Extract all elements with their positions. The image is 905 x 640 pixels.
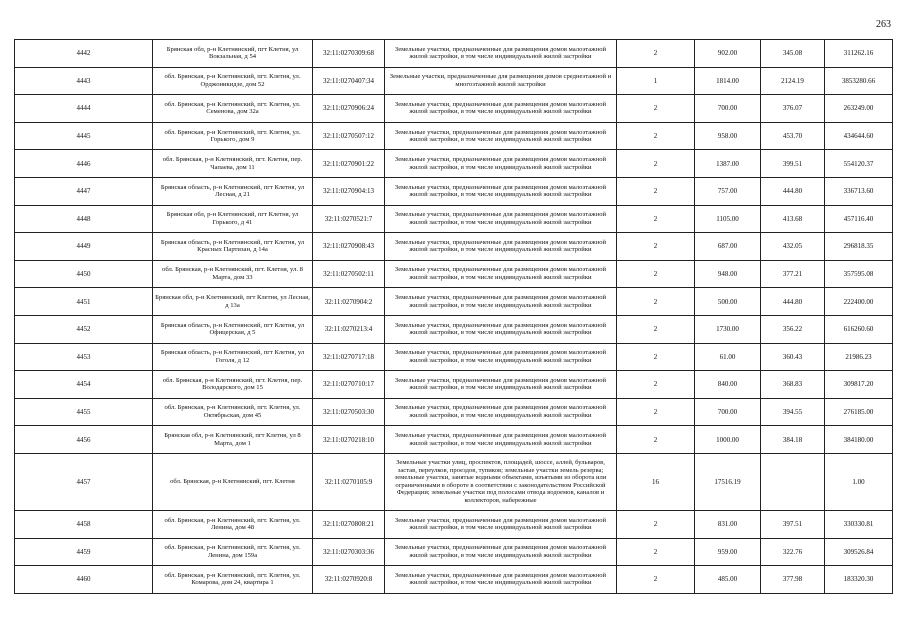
address-cell: Брянская обл, р-н Клетнянский, пгт Клетня, ул Вокзальная, д 54 xyxy=(153,40,313,68)
use-group-cell: 2 xyxy=(617,426,695,454)
cadastral-number-cell: 32:11:0270218:10 xyxy=(313,426,385,454)
use-group-cell: 2 xyxy=(617,566,695,594)
use-group-cell: 2 xyxy=(617,260,695,288)
row-number: 4460 xyxy=(15,566,153,594)
land-use-cell: Земельные участки, предназначенные для размещения домов малоэтажной жилой застройки, в том числе индивидуальной жилой застройки xyxy=(385,371,617,399)
specific-value-cell: 345.08 xyxy=(761,40,825,68)
cadastral-value-cell: 457116.40 xyxy=(825,205,893,233)
row-number: 4447 xyxy=(15,177,153,205)
address-cell: Брянская обл, р-н Клетнянский, пгт Клетня, ул Горького, д 41 xyxy=(153,205,313,233)
cadastral-number-cell: 32:11:0270808:21 xyxy=(313,510,385,538)
land-use-cell: Земельные участки, предназначенные для размещения домов малоэтажной жилой застройки, в том числе индивидуальной жилой застройки xyxy=(385,343,617,371)
cadastral-value-cell: 296818.35 xyxy=(825,233,893,261)
cadastral-number-cell: 32:11:0270904:2 xyxy=(313,288,385,316)
table-row xyxy=(15,343,893,371)
cadastral-value-cell: 222400.00 xyxy=(825,288,893,316)
cadastral-number-cell: 32:11:0270507:12 xyxy=(313,122,385,150)
cadastral-registry-table xyxy=(14,39,893,594)
specific-value-cell: 384.18 xyxy=(761,426,825,454)
address-cell: Брянская обл, р-н Клетнянский, пгт Клетня, ул Лесная, д 13а xyxy=(153,288,313,316)
use-group-cell: 2 xyxy=(617,40,695,68)
cadastral-value-cell: 554120.37 xyxy=(825,150,893,178)
area-cell: 485.00 xyxy=(695,566,761,594)
table-row xyxy=(15,260,893,288)
specific-value-cell: 377.21 xyxy=(761,260,825,288)
land-use-cell: Земельные участки, предназначенные для размещения домов малоэтажной жилой застройки, в том числе индивидуальной жилой застройки xyxy=(385,426,617,454)
use-group-cell: 1 xyxy=(617,67,695,95)
area-cell: 500.00 xyxy=(695,288,761,316)
cadastral-value-cell: 336713.60 xyxy=(825,177,893,205)
cadastral-value-cell: 330330.81 xyxy=(825,510,893,538)
area-cell: 831.00 xyxy=(695,510,761,538)
table-row xyxy=(15,95,893,123)
cadastral-number-cell: 32:11:0270904:13 xyxy=(313,177,385,205)
table-row xyxy=(15,122,893,150)
use-group-cell: 2 xyxy=(617,288,695,316)
address-cell: обл. Брянская, р-н Клетнянский, пгт. Клетня, ул. Октябрьская, дом 45 xyxy=(153,398,313,426)
address-cell: Брянская область, р-н Клетнянский, пгт Клетня, ул Красных Партизан, д 14а xyxy=(153,233,313,261)
cadastral-value-cell: 357595.08 xyxy=(825,260,893,288)
land-use-cell: Земельные участки, предназначенные для размещения домов малоэтажной жилой застройки, в том числе индивидуальной жилой застройки xyxy=(385,233,617,261)
use-group-cell: 2 xyxy=(617,122,695,150)
specific-value-cell: 322.76 xyxy=(761,538,825,566)
row-number: 4446 xyxy=(15,150,153,178)
address-cell: Брянская обл, р-н Клетнянский, пгт Клетня, ул 8 Марта, дом 1 xyxy=(153,426,313,454)
area-cell: 61.00 xyxy=(695,343,761,371)
cadastral-value-cell: 309817.20 xyxy=(825,371,893,399)
cadastral-value-cell: 3853280.66 xyxy=(825,67,893,95)
table-row xyxy=(15,371,893,399)
table-row xyxy=(15,453,893,510)
cadastral-number-cell: 32:11:0270521:7 xyxy=(313,205,385,233)
specific-value-cell: 376.07 xyxy=(761,95,825,123)
use-group-cell: 2 xyxy=(617,205,695,233)
land-use-cell: Земельные участки, предназначенные для размещения домов малоэтажной жилой застройки, в том числе индивидуальной жилой застройки xyxy=(385,122,617,150)
table-row xyxy=(15,150,893,178)
address-cell: обл. Брянская, р-н Клетнянский, пгт. Клетня, ул. Семенова, дом 32а xyxy=(153,95,313,123)
cadastral-number-cell: 32:11:0270303:36 xyxy=(313,538,385,566)
area-cell: 1814.00 xyxy=(695,67,761,95)
row-number: 4448 xyxy=(15,205,153,233)
land-use-cell: Земельные участки, предназначенные для размещения домов малоэтажной жилой застройки, в том числе индивидуальной жилой застройки xyxy=(385,177,617,205)
area-cell: 902.00 xyxy=(695,40,761,68)
area-cell: 948.00 xyxy=(695,260,761,288)
specific-value-cell: 399.51 xyxy=(761,150,825,178)
land-use-cell: Земельные участки, предназначенные для размещения домов малоэтажной жилой застройки, в том числе индивидуальной жилой застройки xyxy=(385,205,617,233)
use-group-cell: 2 xyxy=(617,371,695,399)
specific-value-cell: 368.83 xyxy=(761,371,825,399)
cadastral-value-cell: 1.00 xyxy=(825,453,893,510)
specific-value-cell: 394.55 xyxy=(761,398,825,426)
specific-value-cell: 397.51 xyxy=(761,510,825,538)
address-cell: обл. Брянская, р-н Клетнянский, пгт. Клетня, ул. Ленина, дом 48 xyxy=(153,510,313,538)
address-cell: обл. Брянская, р-н Клетнянский, пгт. Клетня, ул. Ленина, дом 159а xyxy=(153,538,313,566)
cadastral-number-cell: 32:11:0270503:30 xyxy=(313,398,385,426)
cadastral-number-cell: 32:11:0270407:34 xyxy=(313,67,385,95)
specific-value-cell: 453.70 xyxy=(761,122,825,150)
table-row xyxy=(15,510,893,538)
table-row xyxy=(15,177,893,205)
area-cell: 17516.19 xyxy=(695,453,761,510)
cadastral-number-cell: 32:11:0270105:9 xyxy=(313,453,385,510)
row-number: 4443 xyxy=(15,67,153,95)
row-number: 4451 xyxy=(15,288,153,316)
address-cell: обл. Брянская, р-н Клетнянский, пгт. Клетня, пер. Володарского, дом 15 xyxy=(153,371,313,399)
address-cell: обл. Брянская, р-н Клетнянский, пгт. Клетня xyxy=(153,453,313,510)
table-row xyxy=(15,233,893,261)
address-cell: Брянская область, р-н Клетнянский, пгт Клетня, ул Гоголя, д 12 xyxy=(153,343,313,371)
address-cell: обл. Брянская, р-н Клетнянский, пгт. Клетня, ул. Комарова, дом 24, квартира 1 xyxy=(153,566,313,594)
use-group-cell: 2 xyxy=(617,510,695,538)
specific-value-cell: 413.68 xyxy=(761,205,825,233)
area-cell: 840.00 xyxy=(695,371,761,399)
cadastral-value-cell: 384180.00 xyxy=(825,426,893,454)
row-number: 4453 xyxy=(15,343,153,371)
row-number: 4449 xyxy=(15,233,153,261)
table-body xyxy=(15,40,893,594)
specific-value-cell: 444.80 xyxy=(761,177,825,205)
table-row xyxy=(15,398,893,426)
table-row xyxy=(15,538,893,566)
cadastral-value-cell: 311262.16 xyxy=(825,40,893,68)
use-group-cell: 2 xyxy=(617,315,695,343)
land-use-cell: Земельные участки, предназначенные для размещения домов малоэтажной жилой застройки, в том числе индивидуальной жилой застройки xyxy=(385,40,617,68)
address-cell: обл. Брянская, р-н Клетнянский, пгт. Клетня, ул. Орджоникидзе, дом 52 xyxy=(153,67,313,95)
land-use-cell: Земельные участки, предназначенные для размещения домов малоэтажной жилой застройки, в том числе индивидуальной жилой застройки xyxy=(385,315,617,343)
land-use-cell: Земельные участки, предназначенные для размещения домов малоэтажной жилой застройки, в том числе индивидуальной жилой застройки xyxy=(385,150,617,178)
cadastral-value-cell: 276185.00 xyxy=(825,398,893,426)
use-group-cell: 2 xyxy=(617,95,695,123)
area-cell: 1387.00 xyxy=(695,150,761,178)
row-number: 4458 xyxy=(15,510,153,538)
cadastral-number-cell: 32:11:0270920:8 xyxy=(313,566,385,594)
land-use-cell: Земельные участки, предназначенные для размещения домов малоэтажной жилой застройки, в том числе индивидуальной жилой застройки xyxy=(385,566,617,594)
cadastral-number-cell: 32:11:0270502:11 xyxy=(313,260,385,288)
cadastral-value-cell: 183320.30 xyxy=(825,566,893,594)
specific-value-cell: 2124.19 xyxy=(761,67,825,95)
specific-value-cell: 377.98 xyxy=(761,566,825,594)
table-row xyxy=(15,40,893,68)
area-cell: 1000.00 xyxy=(695,426,761,454)
cadastral-value-cell: 21986.23 xyxy=(825,343,893,371)
area-cell: 757.00 xyxy=(695,177,761,205)
use-group-cell: 16 xyxy=(617,453,695,510)
use-group-cell: 2 xyxy=(617,177,695,205)
row-number: 4454 xyxy=(15,371,153,399)
use-group-cell: 2 xyxy=(617,398,695,426)
cadastral-value-cell: 309526.84 xyxy=(825,538,893,566)
land-use-cell: Земельные участки, предназначенные для размещения домов малоэтажной жилой застройки, в том числе индивидуальной жилой застройки xyxy=(385,398,617,426)
table-row xyxy=(15,67,893,95)
row-number: 4452 xyxy=(15,315,153,343)
row-number: 4456 xyxy=(15,426,153,454)
row-number: 4445 xyxy=(15,122,153,150)
area-cell: 959.00 xyxy=(695,538,761,566)
cadastral-value-cell: 434644.60 xyxy=(825,122,893,150)
address-cell: обл. Брянская, р-н Клетнянский, пгт. Клетня, ул. Горького, дом 9 xyxy=(153,122,313,150)
land-use-cell: Земельные участки, предназначенные для размещения домов малоэтажной жилой застройки, в том числе индивидуальной жилой застройки xyxy=(385,510,617,538)
specific-value-cell: 444.80 xyxy=(761,288,825,316)
table-row xyxy=(15,205,893,233)
area-cell: 1730.00 xyxy=(695,315,761,343)
address-cell: Брянская область, р-н Клетнянский, пгт Клетня, ул Офицерская, д 5 xyxy=(153,315,313,343)
row-number: 4455 xyxy=(15,398,153,426)
specific-value-cell xyxy=(761,453,825,510)
cadastral-number-cell: 32:11:0270901:22 xyxy=(313,150,385,178)
specific-value-cell: 432.05 xyxy=(761,233,825,261)
use-group-cell: 2 xyxy=(617,150,695,178)
land-use-cell: Земельные участки улиц, проспектов, площадей, шоссе, аллей, бульваров, застав, переулков, проездов, тупиков; земельные участки земель резерва; земельные участки, занятые водными объектами, изъятыми из оборота или ограниченными в обороте в соответствии с законодательством Российской Федерации; земельные участки под полосами отвода водоемов, каналов и коллекторов, набережные xyxy=(385,453,617,510)
table-row xyxy=(15,288,893,316)
table-row xyxy=(15,315,893,343)
use-group-cell: 2 xyxy=(617,343,695,371)
cadastral-number-cell: 32:11:0270309:68 xyxy=(313,40,385,68)
land-use-cell: Земельные участки, предназначенные для размещения домов среднеэтажной и многоэтажной жилой застройки xyxy=(385,67,617,95)
use-group-cell: 2 xyxy=(617,233,695,261)
address-cell: обл. Брянская, р-н Клетнянский, пгт. Клетня, ул. 8 Марта, дом 33 xyxy=(153,260,313,288)
page-number: 263 xyxy=(876,19,891,30)
land-use-cell: Земельные участки, предназначенные для размещения домов малоэтажной жилой застройки, в том числе индивидуальной жилой застройки xyxy=(385,95,617,123)
cadastral-number-cell: 32:11:0270908:43 xyxy=(313,233,385,261)
address-cell: обл. Брянская, р-н Клетнянский, пгт. Клетня, пер. Чапаева, дом 11 xyxy=(153,150,313,178)
address-cell: Брянская область, р-н Клетнянский, пгт Клетня, ул Лесная, д 21 xyxy=(153,177,313,205)
land-use-cell: Земельные участки, предназначенные для размещения домов малоэтажной жилой застройки, в том числе индивидуальной жилой застройки xyxy=(385,260,617,288)
cadastral-value-cell: 263249.00 xyxy=(825,95,893,123)
area-cell: 1105.00 xyxy=(695,205,761,233)
table-row xyxy=(15,566,893,594)
cadastral-value-cell: 616260.60 xyxy=(825,315,893,343)
row-number: 4444 xyxy=(15,95,153,123)
row-number: 4459 xyxy=(15,538,153,566)
row-number: 4457 xyxy=(15,453,153,510)
specific-value-cell: 360.43 xyxy=(761,343,825,371)
area-cell: 958.00 xyxy=(695,122,761,150)
area-cell: 700.00 xyxy=(695,398,761,426)
land-use-cell: Земельные участки, предназначенные для размещения домов малоэтажной жилой застройки, в том числе индивидуальной жилой застройки xyxy=(385,288,617,316)
row-number: 4450 xyxy=(15,260,153,288)
cadastral-number-cell: 32:11:0270710:17 xyxy=(313,371,385,399)
cadastral-number-cell: 32:11:0270717:18 xyxy=(313,343,385,371)
cadastral-number-cell: 32:11:0270906:24 xyxy=(313,95,385,123)
use-group-cell: 2 xyxy=(617,538,695,566)
land-use-cell: Земельные участки, предназначенные для размещения домов малоэтажной жилой застройки, в том числе индивидуальной жилой застройки xyxy=(385,538,617,566)
area-cell: 687.00 xyxy=(695,233,761,261)
cadastral-number-cell: 32:11:0270213:4 xyxy=(313,315,385,343)
table-row xyxy=(15,426,893,454)
specific-value-cell: 356.22 xyxy=(761,315,825,343)
area-cell: 700.00 xyxy=(695,95,761,123)
row-number: 4442 xyxy=(15,40,153,68)
